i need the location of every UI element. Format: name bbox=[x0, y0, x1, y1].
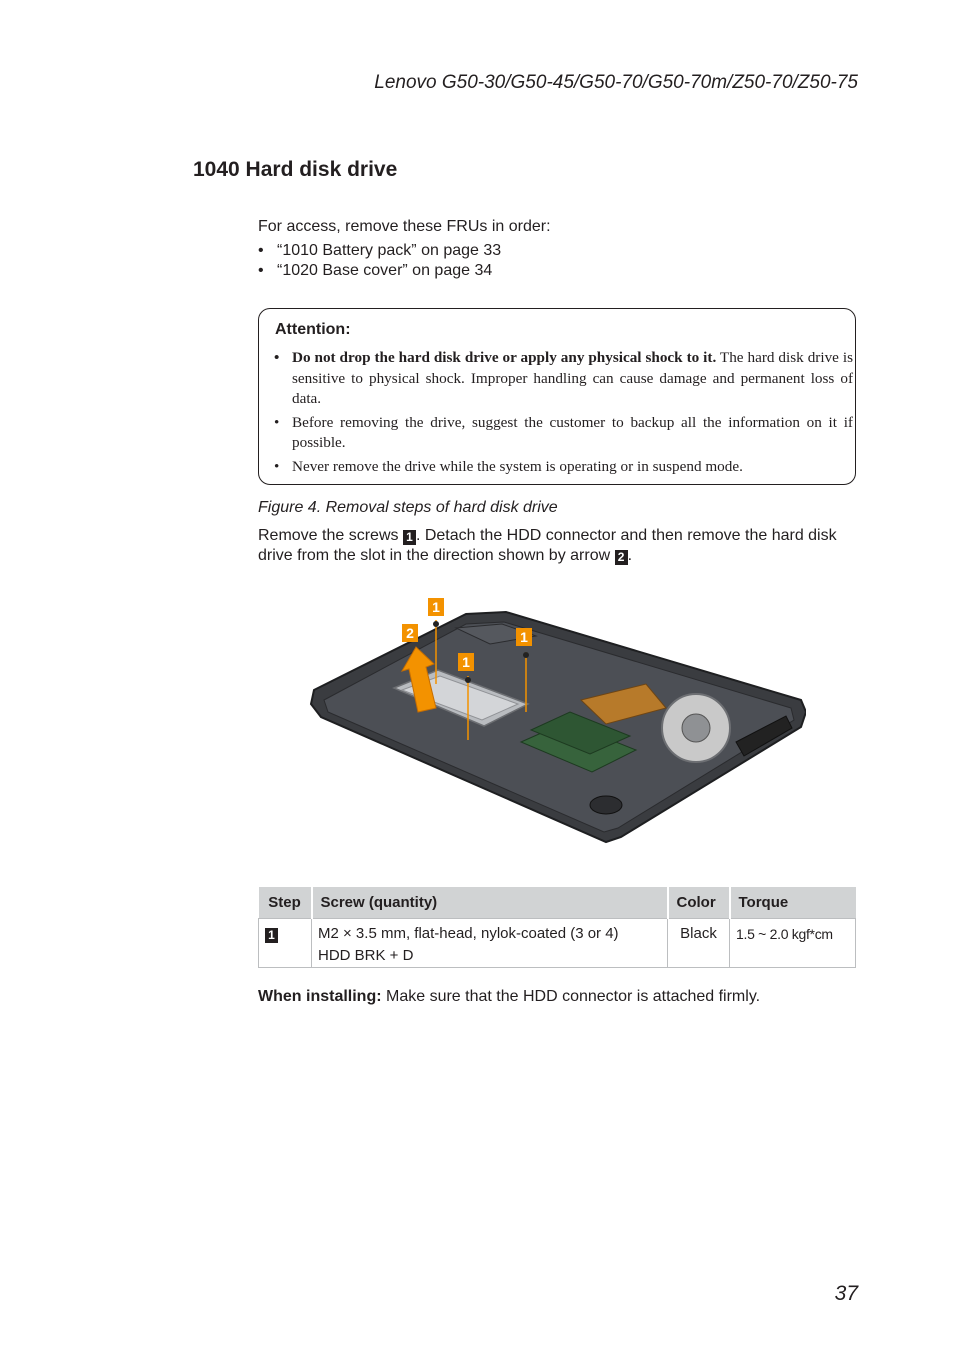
attention-item: • Before removing the drive, suggest the customer to backup all the information on it if possible. bbox=[273, 413, 853, 454]
section-title: 1040 Hard disk drive bbox=[193, 158, 398, 181]
attention-title: Attention: bbox=[275, 321, 351, 338]
prerequisites bbox=[258, 217, 551, 281]
screw-spec-line: M2 × 3.5 mm, flat-head, nylok-coated (3 or 4) bbox=[318, 925, 619, 942]
running-header: Lenovo G50-30/G50-45/G50-70/G50-70m/Z50-70/Z50-75 bbox=[374, 72, 858, 93]
page-number: 37 bbox=[834, 1282, 858, 1305]
step-number-badge: 2 bbox=[615, 550, 628, 565]
steps-text: . bbox=[627, 547, 633, 564]
table-header-row bbox=[259, 887, 856, 919]
step-number-badge: 1 bbox=[265, 928, 278, 943]
screw-spec-line: HDD BRK + D bbox=[318, 947, 414, 964]
prerequisites-intro: For access, remove these FRUs in order: bbox=[258, 218, 551, 235]
attention-item-text: The hard disk drive is sensitive to physical shock. Improper handling can cause damage and permanent loss of data. bbox=[292, 349, 853, 407]
prerequisites-list bbox=[258, 241, 551, 281]
step-number-badge: 1 bbox=[403, 530, 416, 545]
laptop-bottom-drawing bbox=[306, 592, 806, 844]
removal-steps bbox=[258, 526, 858, 566]
list-item[interactable]: • “1010 Battery pack” on page 33 bbox=[258, 241, 551, 261]
list-item[interactable]: • “1020 Base cover” on page 34 bbox=[258, 261, 551, 281]
column-header-color: Color bbox=[668, 887, 730, 919]
attention-list bbox=[273, 348, 853, 480]
cell-torque: 1.5 ~ 2.0 kgf*cm bbox=[730, 919, 856, 968]
attention-item-bold: Do not drop the hard disk drive or apply any physical shock to it. bbox=[292, 349, 717, 366]
callout-label: 1 bbox=[458, 653, 474, 671]
table-row bbox=[259, 919, 856, 968]
attention-item: • Never remove the drive while the system is operating or in suspend mode. bbox=[273, 457, 853, 478]
column-header-step: Step bbox=[259, 887, 312, 919]
steps-text: Remove the screws bbox=[258, 527, 403, 544]
cell-screw bbox=[312, 919, 668, 968]
installing-note bbox=[258, 988, 760, 1006]
attention-box bbox=[258, 308, 856, 485]
column-header-screw: Screw (quantity) bbox=[312, 887, 668, 919]
figure-caption: Figure 4. Removal steps of hard disk drive bbox=[258, 499, 558, 516]
screw-spec-table bbox=[258, 887, 856, 968]
cell-step bbox=[259, 919, 312, 968]
attention-item bbox=[273, 348, 853, 410]
steps-text: . Detach the HDD connector and then remove the hard disk drive from the slot in the direction shown by arrow bbox=[258, 527, 837, 564]
installing-label: When installing: bbox=[258, 988, 382, 1005]
callout-label: 1 bbox=[516, 628, 532, 646]
installing-text: Make sure that the HDD connector is attached firmly. bbox=[381, 988, 761, 1005]
cell-color: Black bbox=[668, 919, 730, 968]
column-header-torque: Torque bbox=[730, 887, 856, 919]
callout-label: 1 bbox=[428, 598, 444, 616]
callout-label: 2 bbox=[402, 624, 418, 642]
laptop-illustration bbox=[306, 592, 806, 844]
